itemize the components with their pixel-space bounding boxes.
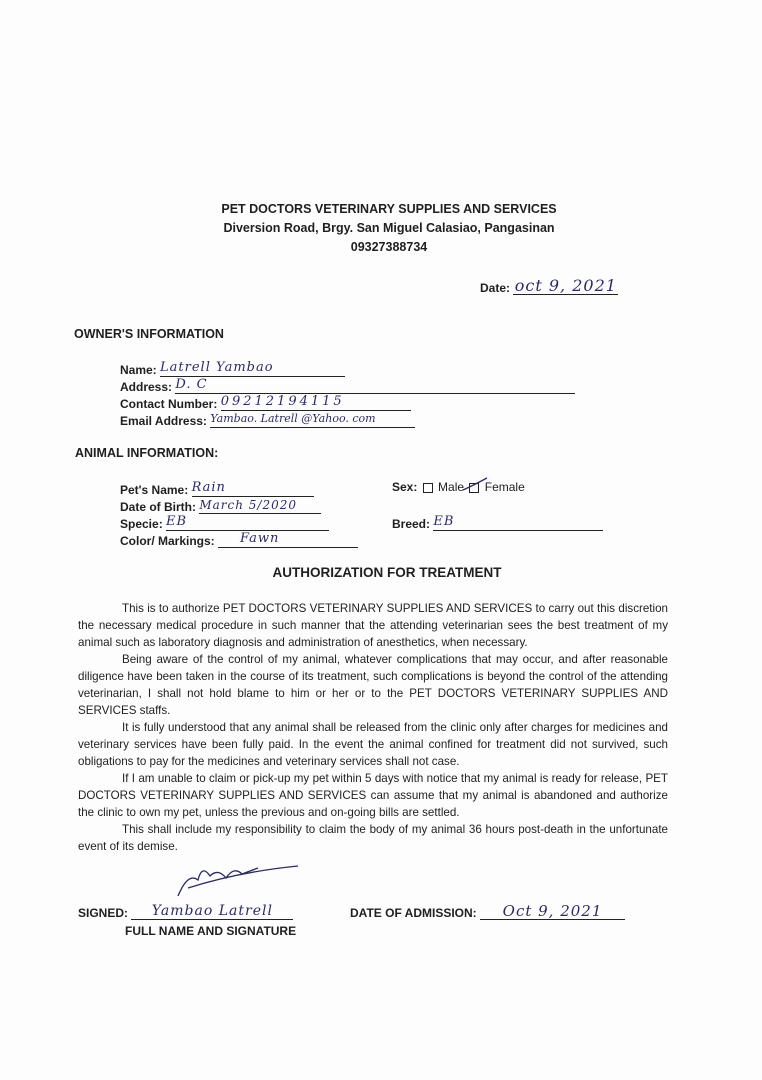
company-address: Diversion Road, Brgy. San Miguel Calasiao, Pangasinan [223,221,555,235]
dob-value: March 5/2020 [199,497,321,514]
owner-name-field [120,360,345,377]
dob-label: Date of Birth: [120,500,196,514]
color-value: Fawn [218,531,358,548]
owner-address-field [120,377,575,394]
date-value: oct 9, 2021 [514,276,617,295]
pet-name-label: Pet's Name: [120,483,189,497]
signed-value: Yambao Latrell [131,903,293,920]
signature-scribble [168,862,308,902]
admission-value: Oct 9, 2021 [480,903,625,920]
owner-address-label: Address: [120,380,173,394]
breed-value: EB [433,514,603,531]
sex-field [392,480,525,494]
signed-field [78,903,293,920]
date-label: Date: [480,281,511,295]
animal-heading: ANIMAL INFORMATION: [75,446,219,460]
female-check-mark [460,476,490,496]
authorization-body [78,600,668,855]
admission-label: DATE OF ADMISSION: [350,906,477,920]
breed-field [392,514,603,531]
owner-contact-value: 09212194115 [221,394,411,411]
sex-male-option: Male [438,480,465,494]
company-phone: 09327388734 [350,240,428,254]
specie-label: Specie: [120,517,163,531]
male-checkbox [423,483,433,493]
owner-email-label: Email Address: [120,414,207,428]
pet-name-value: Rain [192,480,314,497]
pet-name-field [120,480,314,497]
authorization-title: AUTHORIZATION FOR TREATMENT [272,565,502,580]
company-name: PET DOCTORS VETERINARY SUPPLIES AND SERVICES [221,202,557,216]
authorization-paragraph: This shall include my responsibility to claim the body of my animal 36 hours post-death in the unfortunate event of its demise. [78,823,668,853]
breed-label: Breed: [392,517,431,531]
owner-email-value: Yambao. Latrell @Yahoo. com [210,411,415,428]
owner-name-value: Latrell Yambao [160,360,345,377]
authorization-paragraph: Being aware of the control of my animal, whatever complications that may occur, and after reasonable diligence have been taken in the course of its treatment, such complications is beyond the control of the attending veterinarian, I shall not hold blame to him or her or to the PET DOCTORS VETERINARY SUPPLIES AND SERVICES staffs. [78,653,668,717]
dob-field [120,497,321,514]
signature-caption: FULL NAME AND SIGNATURE [125,924,297,938]
letterhead [0,200,762,257]
date-field [480,278,618,295]
authorization-paragraph: If I am unable to claim or pick-up my pet within 5 days with notice that my animal is ready for release, PET DOCTORS VETERINARY SUPPLIES AND SERVICES can assume that my animal is abandoned and authorize the clinic to own my pet, unless the previous and on-going bills are settled. [78,772,668,819]
owner-contact-label: Contact Number: [120,397,218,411]
specie-value: EB [166,514,329,531]
color-field [120,531,358,548]
color-label: Color/ Markings: [120,534,215,548]
admission-field [350,903,625,920]
owner-address-value: D. C [175,377,575,394]
owner-name-label: Name: [120,363,157,377]
authorization-paragraph: It is fully understood that any animal shall be released from the clinic only after charges for medicines and veterinary services have been fully paid. In the event the animal confined for treatment did not survived, such obligations to pay for the medicines and veterinary services shall not case. [78,721,668,768]
signed-label: SIGNED: [78,906,129,920]
specie-field [120,514,329,531]
owner-heading: OWNER'S INFORMATION [74,327,224,341]
owner-contact-field [120,394,411,411]
owner-email-field [120,411,415,428]
authorization-paragraph: This is to authorize PET DOCTORS VETERINARY SUPPLIES AND SERVICES to carry out this discretion the necessary medical procedure in such manner that the attending veterinarian sees the best treatment of my animal such as laboratory diagnosis and administration of anesthetics, when necessary. [78,602,668,649]
sex-label: Sex: [392,480,418,494]
sex-female-option: Female [484,480,525,494]
